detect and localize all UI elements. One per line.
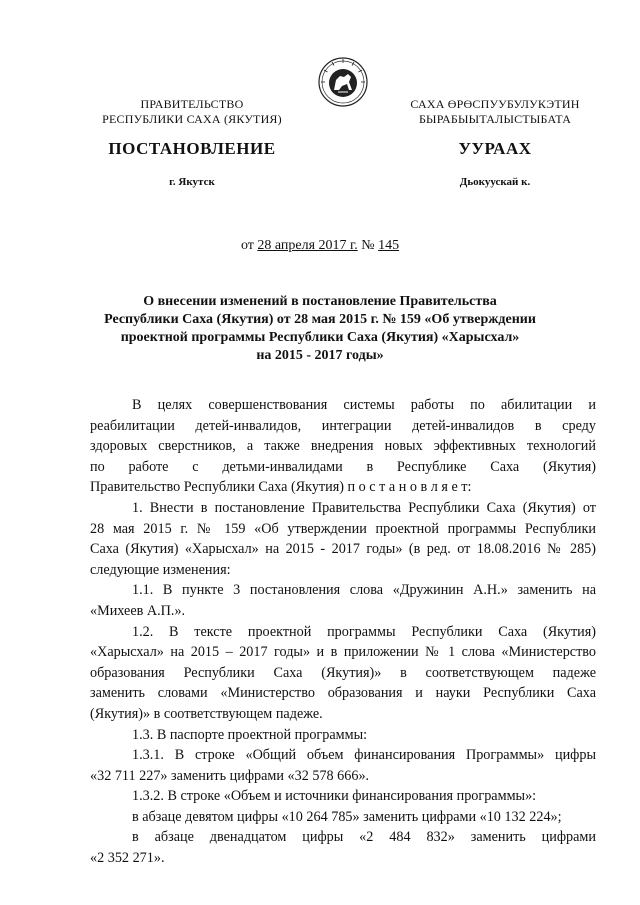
body-line: 1.3.2. В строке «Объем и источники финансирования программы»: [132, 788, 537, 805]
document-type-sakha: УУРААХ [458, 139, 532, 158]
body-line: Саха (Якутия) «Харысхал» на 2015 - 2017 годы» (в ред. от 18.08.2016 № 285) [90, 541, 596, 558]
body-line: «Харысхал» на 2015 – 2017 годы» и в приложении № 1 слова «Министерство [90, 644, 596, 661]
subject-line: О внесении изменений в постановление Правительства [143, 294, 497, 309]
document-date-line [0, 238, 640, 254]
subject-line: проектной программы Республики Саха (Якутия) «Харысхал» [120, 330, 520, 345]
document-subject [60, 293, 580, 365]
body-line: «Михеев А.П.». [90, 602, 186, 619]
body-line: «32 711 227» заменить цифрами «32 578 666». [90, 767, 370, 784]
body-line: по работе с детьми-инвалидами в Республике Саха (Якутия) [90, 458, 596, 475]
number-sign: № [361, 238, 375, 253]
body-line: В целях совершенствования системы работы по абилитации и [132, 397, 596, 413]
body-line: (Якутия)» в соответствующем падеже. [90, 705, 323, 722]
government-subject: Правительство Республики Саха (Якутия) [90, 479, 344, 496]
city-sakha: Дьокуускай к. [459, 176, 531, 188]
document-body [90, 395, 596, 869]
document-type-ru: ПОСТАНОВЛЕНИЕ [108, 139, 276, 158]
body-line: следующие изменения: [90, 561, 231, 578]
document-date: 28 апреля 2017 г. [257, 238, 358, 253]
body-line: в абзаце девятом цифры «10 264 785» заменить цифрами «10 132 224»; [132, 808, 562, 825]
government-name-sakha-line1: САХА ӨРӨСПУУБУЛУКЭТИН [410, 97, 580, 111]
body-line: реабилитации детей-инвалидов, интеграции детей-инвалидов в среду [90, 417, 596, 434]
body-line: 1.2. В тексте проектной программы Республики Саха (Якутия) [132, 623, 596, 640]
body-line [90, 477, 596, 498]
coat-of-arms-emblem [318, 56, 368, 108]
subject-line: на 2015 - 2017 годы» [256, 348, 384, 363]
body-line: 1. Внести в постановление Правительства Республики Саха (Якутия) от [132, 499, 596, 516]
body-line: 1.1. В пункте 3 постановления слова «Дружинин А.Н.» заменить на [132, 582, 596, 599]
date-prefix: от [240, 238, 254, 253]
body-line: 28 мая 2015 г. № 159 «Об утверждении проектной программы Республики [90, 520, 596, 537]
body-line: здоровых сверстников, а также внедрения новых эффективных технологий [90, 438, 596, 455]
government-name-sakha-line2: БЫРАБЫЫТАЛЫСТЫБАТА [418, 112, 572, 126]
document-number: 145 [378, 238, 400, 253]
body-line: «2 352 271». [90, 850, 165, 867]
body-line: заменить словами «Министерство образования и науки Республики Саха [90, 685, 596, 702]
body-line: в абзаце двенадцатом цифры «2 484 832» заменить цифрами [132, 829, 596, 846]
city-ru: г. Якутск [169, 176, 215, 188]
government-name-ru-line1: ПРАВИТЕЛЬСТВО [140, 97, 244, 111]
government-name-ru-line2: РЕСПУБЛИКИ САХА (ЯКУТИЯ) [102, 112, 282, 126]
body-line: 1.3. В паспорте проектной программы: [132, 726, 368, 743]
decree-verb: п о с т а н о в л я е т: [347, 479, 472, 496]
body-line: 1.3.1. В строке «Общий объем финансирования Программы» цифры [132, 747, 596, 764]
body-line: образования Республики Саха (Якутия)» в соответствующем падеже [90, 664, 596, 681]
subject-line: Республики Саха (Якутия) от 28 мая 2015 г. № 159 «Об утверждении [104, 312, 536, 327]
